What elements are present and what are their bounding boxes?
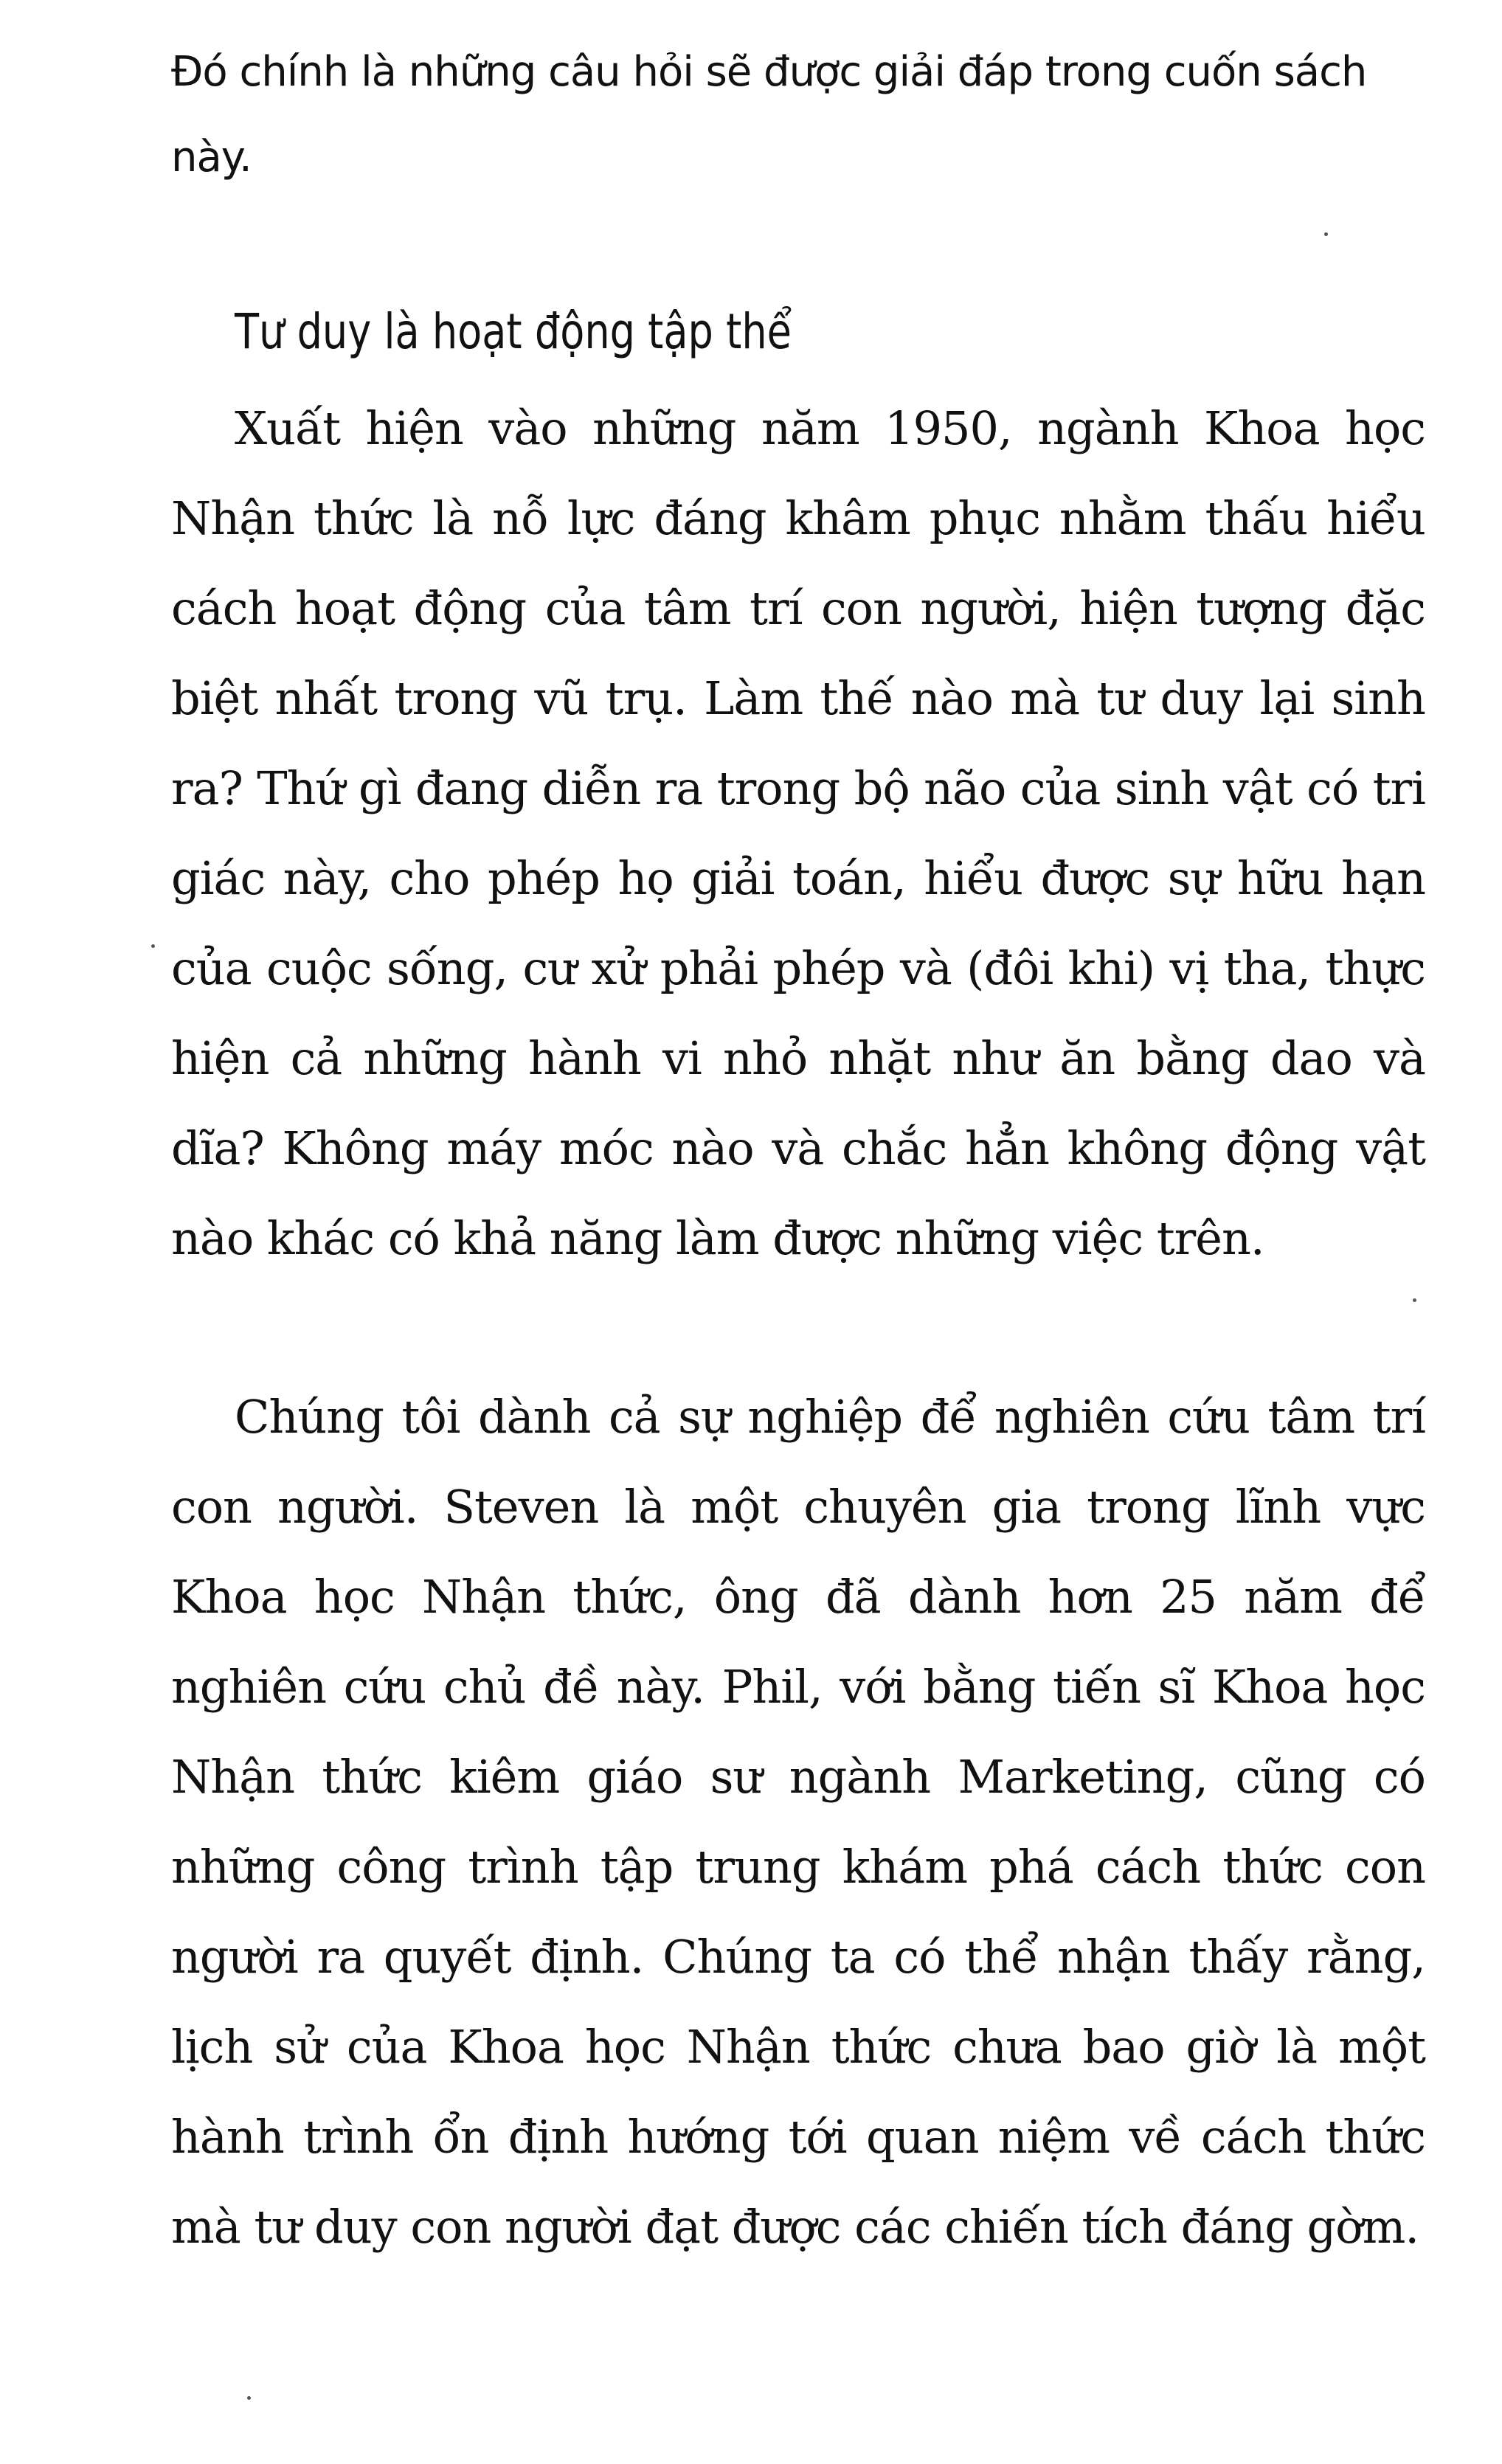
body-paragraph-1: Xuất hiện vào những năm 1950, ngành Khoa học Nhận thức là nỗ lực đáng khâm phục nhằm thấu hiểu cách hoạt động của tâm trí con người, hiện tượng đặc biệt nhất trong vũ trụ. Làm thế nào mà tư duy lại sinh ra? Thứ gì đang diễn ra trong bộ não của sinh vật có tri giác này, cho phép họ giải toán, hiểu được sự hữu hạn của cuộc sống, cư xử phải phép và (đôi khi) vị tha, thực hiện cả những hành vi nhỏ nhặt như ăn bằng dao và dĩa? Không máy móc nào và chắc hẳn không động vật nào khác có khả năng làm được những việc trên. xyxy=(171,401,1425,1265)
scan-speck xyxy=(247,2396,251,2400)
scan-speck xyxy=(1413,1298,1416,1302)
scan-speck xyxy=(1324,232,1328,236)
section-heading: Tư duy là hoạt động tập thể xyxy=(235,303,792,360)
intro-text: Đó chính là những câu hỏi sẽ được giải đáp trong cuốn sách này. xyxy=(171,48,1367,181)
body-paragraph-2: Chúng tôi dành cả sự nghiệp để nghiên cứu tâm trí con người. Steven là một chuyên gia trong lĩnh vực Khoa học Nhận thức, ông đã dành hơn 25 năm để nghiên cứu chủ đề này. Phil, với bằng tiến sĩ Khoa học Nhận thức kiêm giáo sư ngành Marketing, cũng có những công trình tập trung khám phá cách thức con người ra quyết định. Chúng ta có thể nhận thấy rằng, lịch sử của Khoa học Nhận thức chưa bao giờ là một hành trình ổn định hướng tới quan niệm về cách thức mà tư duy con người đạt được các chiến tích đáng gờm. xyxy=(171,1390,1425,2254)
scan-speck xyxy=(151,944,155,948)
